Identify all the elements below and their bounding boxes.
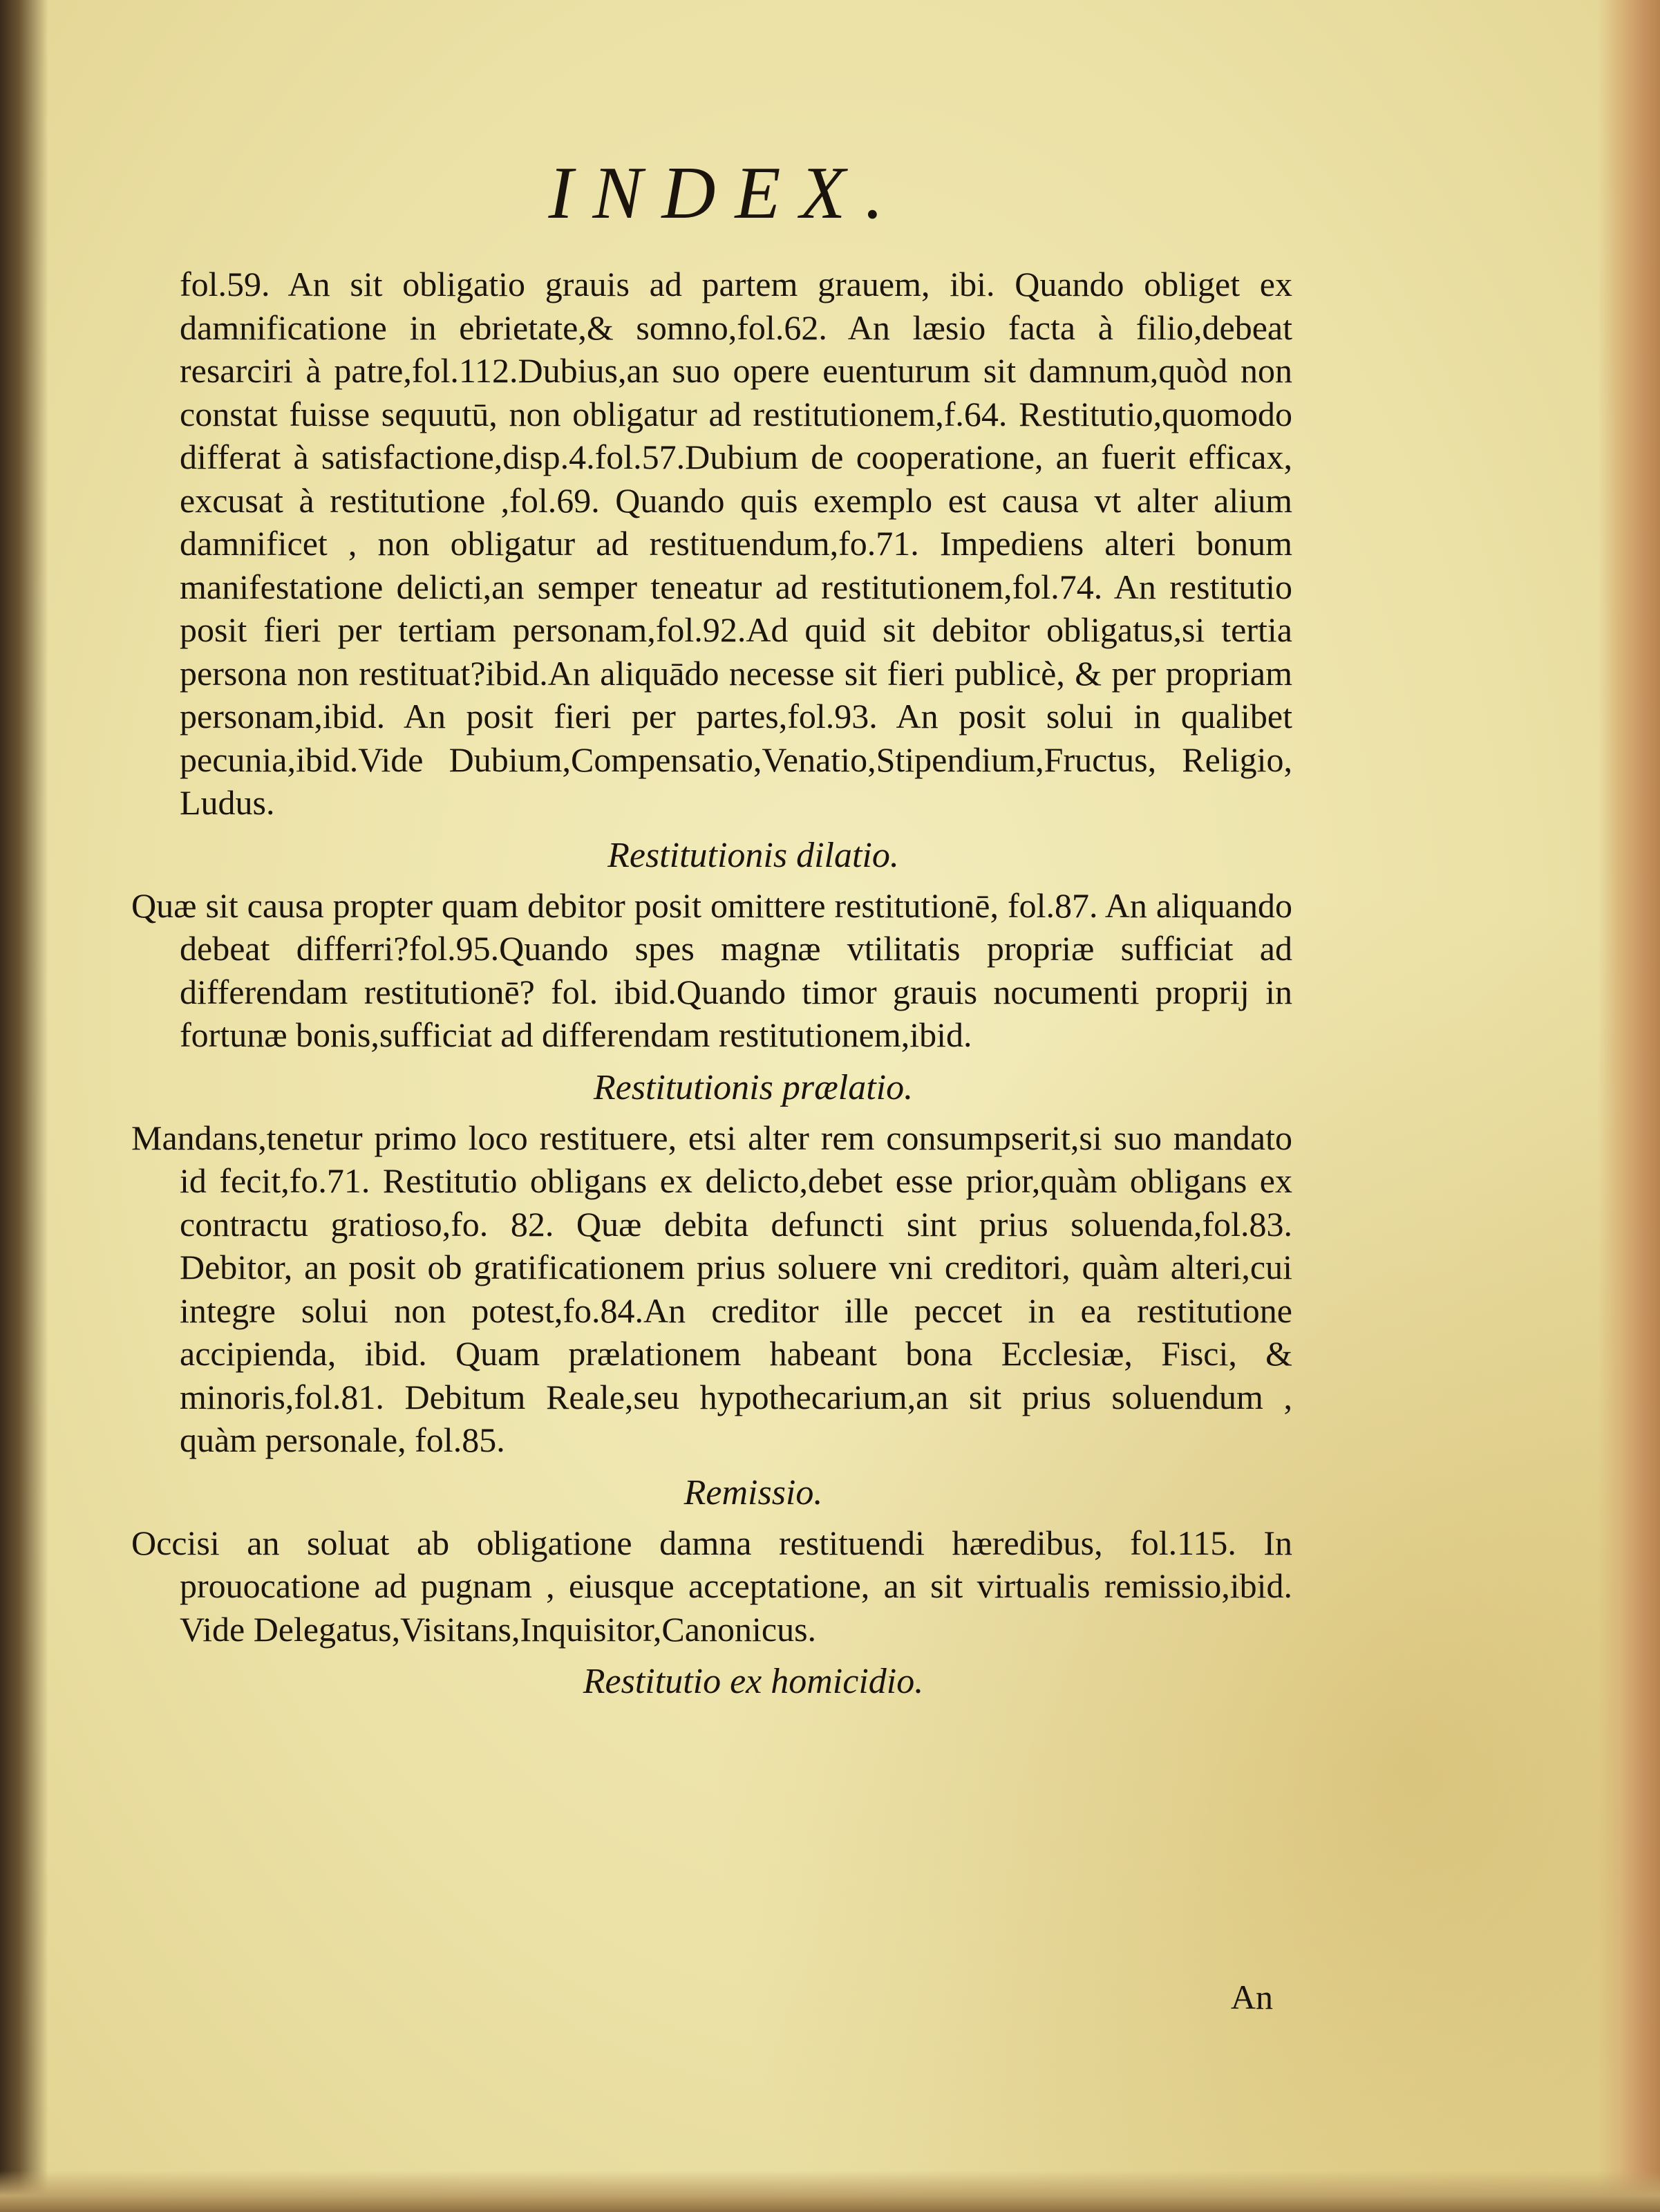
section-title-homicidio: Restitutio ex homicidio. [583, 1662, 924, 1701]
index-entry-dilatio: Quæ sit causa propter quam debitor posit omittere restitutionē, fol.87. An aliquando debeat differri?fol.95.Quando spes magnæ vtilitatis propriæ sufficiat ad differendam restitutionē? fol. ibid.Quando timor grauis nocumenti proprij in fortunæ bonis,sufficiat ad differendam restitutionem,ibid. [131, 885, 1292, 1054]
index-entry-praelatio: Mandans,tenetur primo loco restituere, etsi alter rem consumpserit,si suo mandato id fecit,fo.71. Restitutio obligans ex delicto,debet esse prior,quàm obligans ex contractu gratioso,fo. 82. Quæ debita defuncti sint prius soluenda,fol.83. Debitor, an posit ob gratificationem prius soluere vni creditori, quàm alteri,cui integre solui non potest,fo.84.An creditor ille peccet in ea restitutione accipienda, ibid. Quam prælationem habeant bona Ecclesiæ, Fisci, & minoris,fol.81. Debitum Reale,seu hypothecarium,an sit prius soluendum , quàm personale, fol.85. [131, 1118, 1292, 1459]
section-title-remissio: Remissio. [683, 1472, 823, 1512]
index-entry-remissio: Occisi an soluat ab obligatione damna restituendi hæredibus, fol.115. In prouocatione ad pugnam , eiusque acceptatione, an sit virtualis remissio,ibid. Vide Delegatus,Visitans,Inquisitor,Canonicus. [131, 1523, 1292, 1649]
binding-gutter [0, 0, 48, 2212]
page-edge-right [1598, 0, 1660, 2212]
catchword: An [1230, 1978, 1273, 2016]
section-title-dilatio: Restitutionis dilatio. [607, 835, 899, 875]
index-text-block [131, 152, 1292, 1710]
index-entry-continued: fol.59. An sit obligatio grauis ad partem grauem, ibi. Quando obliget ex damnificatione in ebrietate,& somno,fol.62. An læsio facta à filio,debeat resarciri à patre,fol.112.Dubius,an suo opere euenturum sit damnum,quòd non constat fuisse sequutū, non obligatur ad restitutionem,f.64. Restitutio,quomodo differat à satisfactione,disp.4.fol.57.Dubium de cooperatione, an fuerit efficax, excusat à restitutione ,fol.69. Quando quis exemplo est causa vt alter alium damnificet , non obligatur ad restituendum,fo.71. Impediens alteri bonum manifestatione delicti,an semper teneatur ad restitutionem,fol.74. An restitutio posit fieri per tertiam personam,fol.92.Ad quid sit debitor obligatus,si tertia persona non restituat?ibid.An aliquādo necesse sit fieri publicè, & per propriam personam,ibid. An posit fieri per partes,fol.93. An posit solui in qualibet pecunia,ibid.Vide Dubium,Compensatio,Venatio,Stipendium,Fructus, Religio, Ludus. [180, 265, 1292, 822]
section-title-praelatio: Restitutionis prælatio. [593, 1067, 914, 1107]
page-heading: INDEX. [548, 152, 903, 234]
page-edge-bottom [0, 2171, 1660, 2212]
